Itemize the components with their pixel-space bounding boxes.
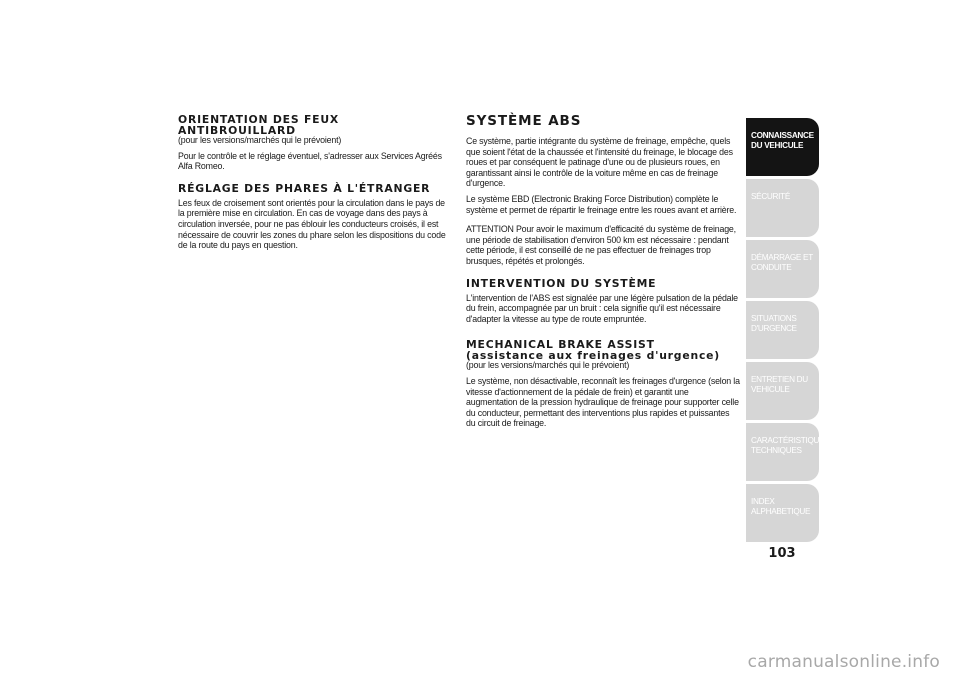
tab-index-alphabetique[interactable] [746,484,819,542]
mba-note: (pour les versions/marchés qui le prévoient) [466,360,630,372]
tab-caracteristiques-techniques[interactable] [746,423,830,481]
page-number: 103 [768,546,796,561]
fog-note: (pour les versions/marchés qui le prévoient) [178,135,342,146]
tab-securite[interactable] [746,179,819,237]
tab-demarrage-et-conduite[interactable] [746,240,819,298]
intervention-heading: INTERVENTION DU SYSTÈME [466,276,657,290]
tab-connaissance-du-vehicule[interactable] [746,118,819,176]
mba-heading-line2: (assistance aux freinages d'urgence) [466,349,721,363]
tab-label: SITUATIONS [751,314,797,323]
mba-heading [466,339,741,361]
tab-label: TECHNIQUES [751,445,802,455]
tab-label: DU VEHICULE [751,140,804,150]
abroad-text: Les feux de croisement sont orientés pour la circulation dans le pays de la première mise en circulation. En cas de voyage dans des pays à circulation inversée, pour ne pas éblouir les conducteurs croisés, il est nécessaire de couvrir les zones du phare selon les dispositions du code de la route du pays en question. [178,197,446,252]
tab-entretien-du-vehicule[interactable] [746,362,819,420]
abs-paragraph-1: Ce système, partie intégrante du système de freinage, empêche, quels que soient l'état de la chaussée et l'intensité du freinage, le blocage des roues et par conséquent le patinage d'une ou de plusieurs roues, en garantissant ainsi le contrôle de la voiture même en cas de freinage d'urgence. [466,136,733,190]
mba-heading-line1: MECHANICAL BRAKE ASSIST [466,338,655,352]
tab-label: CARACTÉRISTIQUES [751,436,830,445]
intervention-text: L'intervention de l'ABS est signalée par une légère pulsation de la pédale du frein, accompagnée par un bruit : cela signifie qu'il est nécessaire d'adapter la vitesse au type de route empruntée. [466,292,738,325]
fog-heading-line2: ANTIBROUILLARD [178,124,296,137]
right-column [466,114,741,430]
tab-situations-d-urgence[interactable] [746,301,819,359]
tab-label: VEHICULE [751,384,790,394]
tab-label: ALPHABETIQUE [751,506,811,516]
tab-label: DÉMARRAGE ET [751,253,813,262]
abs-paragraph-2: Le système EBD (Electronic Braking Force Distribution) complète le système et permet de répartir le freinage entre les roues avant et arrière. [466,193,737,216]
abroad-heading: RÉGLAGE DES PHARES À L'ÉTRANGER [178,181,431,195]
fog-lights-heading [178,114,453,136]
watermark: carmanualsonline.info [747,652,940,672]
abs-heading: SYSTÈME ABS [466,113,582,129]
fog-text: Pour le contrôle et le réglage éventuel, s'adresser aux Services Agréés Alfa Romeo. [178,150,442,173]
tab-label: INDEX [751,497,775,506]
chapter-tabs [746,118,830,545]
tab-label: D'URGENCE [751,323,797,333]
left-column [178,114,453,252]
abs-paragraph-3: ATTENTION Pour avoir le maximum d'efficacité du système de freinage, une période de stabilisation d'environ 500 km est nécessaire : pendant cette période, il est conseillé de ne pas effectuer de freinages trop brusques, répétés et prolongés. [466,224,736,267]
tab-label: CONDUITE [751,262,792,272]
mba-text: Le système, non désactivable, reconnaît les freinages d'urgence (selon la vitesse d'actionnement de la pédale de frein) et garantit une augmentation de la pression hydraulique de freinage pour supporter celle du conducteur, permettant des interventions plus rapides et puissantes du circuit de freinage. [466,375,740,430]
tab-label: ENTRETIEN DU [751,375,808,384]
tab-label: CONNAISSANCE [751,131,814,140]
tab-label: SÉCURITÉ [751,192,790,201]
fog-heading-line1: ORIENTATION DES FEUX [178,113,340,126]
